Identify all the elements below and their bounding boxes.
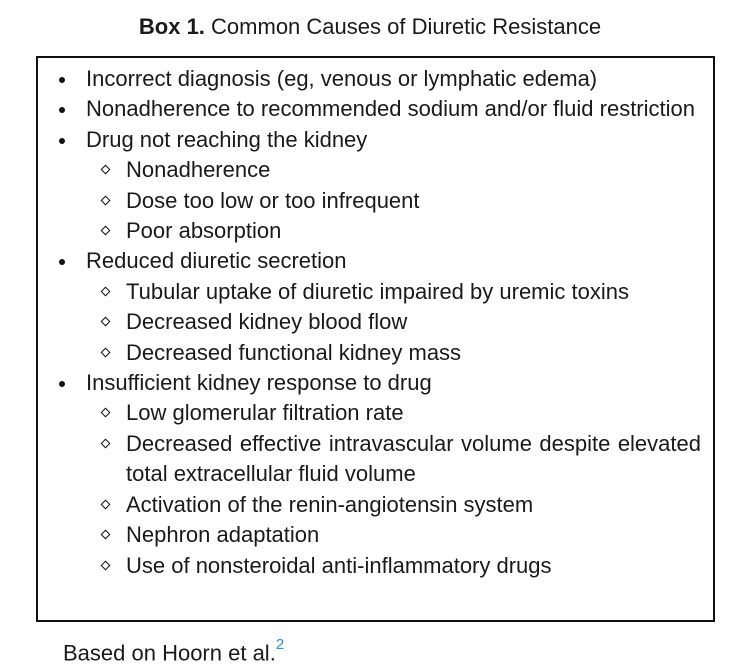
source-note bbox=[63, 634, 284, 667]
bullet-icon bbox=[59, 77, 65, 83]
sub-list bbox=[86, 277, 701, 368]
bullet-icon bbox=[59, 259, 65, 265]
list-item-text: Reduced diuretic secretion bbox=[86, 248, 347, 274]
sub-list bbox=[86, 398, 701, 580]
bullet-icon bbox=[59, 138, 65, 144]
diamond-bullet-icon bbox=[101, 347, 111, 357]
source-text: Based on Hoorn et al. bbox=[63, 640, 276, 666]
cause-list bbox=[49, 64, 701, 581]
sub-list-item bbox=[86, 186, 701, 216]
sub-list-item-text: Decreased kidney blood flow bbox=[126, 309, 408, 335]
box-label: Box 1. bbox=[138, 14, 205, 39]
diamond-bullet-icon bbox=[101, 408, 111, 418]
diamond-bullet-icon bbox=[101, 195, 111, 205]
list-item-text: Insufficient kidney response to drug bbox=[86, 370, 432, 396]
list-item-text: Drug not reaching the kidney bbox=[86, 126, 368, 152]
box-title bbox=[0, 13, 740, 41]
list-item bbox=[49, 94, 701, 124]
sub-list-item-text: Tubular uptake of diuretic impaired by uremic toxins bbox=[126, 278, 629, 304]
sub-list-item bbox=[86, 490, 701, 520]
list-item bbox=[49, 246, 701, 368]
sub-list-item bbox=[86, 520, 701, 550]
list-item-text: Incorrect diagnosis (eg, venous or lymphatic edema) bbox=[86, 66, 598, 91]
sub-list-item bbox=[86, 551, 701, 581]
sub-list-item bbox=[86, 338, 701, 368]
sub-list-item-text: Decreased effective intravascular volume despite elevated total extracellular fluid volume bbox=[126, 430, 701, 487]
list-item bbox=[49, 368, 701, 581]
bullet-icon bbox=[59, 107, 65, 113]
diamond-bullet-icon bbox=[101, 317, 111, 327]
diamond-bullet-icon bbox=[101, 499, 111, 509]
sub-list-item-text: Nephron adaptation bbox=[126, 522, 320, 548]
diamond-bullet-icon bbox=[101, 530, 111, 540]
citation-link[interactable]: 2 bbox=[275, 636, 285, 653]
sub-list-item-text: Activation of the renin-angiotensin system bbox=[126, 491, 534, 517]
sub-list-item bbox=[86, 277, 701, 307]
sub-list-item-text: Use of nonsteroidal anti-inflammatory drugs bbox=[126, 552, 552, 578]
list-item-text: Nonadherence to recommended sodium and/or fluid restriction bbox=[86, 96, 695, 122]
sub-list-item bbox=[86, 155, 701, 185]
sub-list-item-text: Dose too low or too infrequent bbox=[126, 187, 420, 213]
diamond-bullet-icon bbox=[101, 165, 111, 175]
bullet-icon bbox=[59, 381, 65, 387]
sub-list-item bbox=[86, 398, 701, 428]
box-title-text: Common Causes of Diuretic Resistance bbox=[211, 14, 602, 39]
list-item bbox=[49, 64, 701, 94]
sub-list bbox=[86, 155, 701, 246]
diamond-bullet-icon bbox=[101, 286, 111, 296]
sub-list-item bbox=[86, 216, 701, 246]
sub-list-item bbox=[86, 307, 701, 337]
diamond-bullet-icon bbox=[101, 438, 111, 448]
sub-list-item bbox=[86, 429, 701, 490]
sub-list-item-text: Poor absorption bbox=[126, 218, 282, 244]
sub-list-item-text: Decreased functional kidney mass bbox=[126, 339, 462, 365]
sub-list-item-text: Low glomerular filtration rate bbox=[126, 400, 404, 426]
list-item bbox=[49, 125, 701, 247]
diamond-bullet-icon bbox=[101, 560, 111, 570]
diamond-bullet-icon bbox=[101, 226, 111, 236]
sub-list-item-text: Nonadherence bbox=[126, 157, 271, 183]
